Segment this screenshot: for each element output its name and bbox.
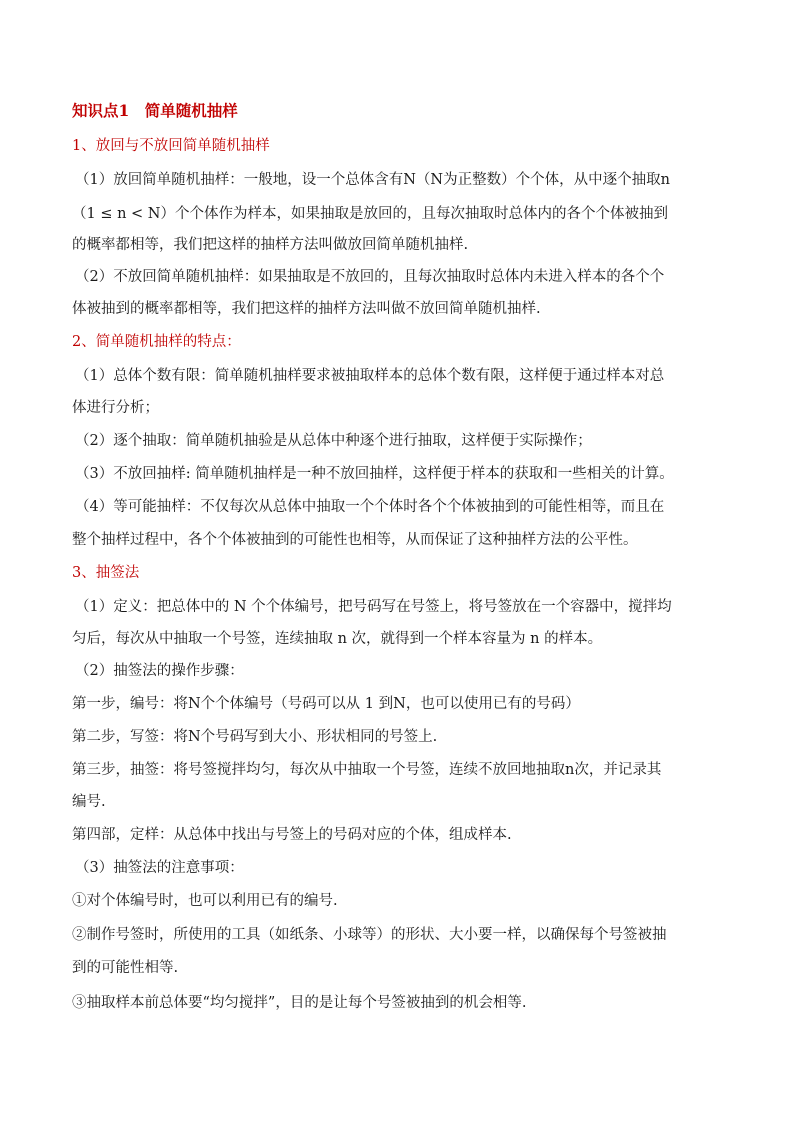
section3-paragraph3: （3）抽签法的注意事项：: [75, 860, 244, 876]
section3-step3-line1: 第三步，抽签：将号签搅拌均匀，每次从中抽取一个号签，连续不放回地抽取n次，并记录其: [72, 762, 662, 778]
section3-note1: ①对个体编号时，也可以利用已有的编号.: [72, 893, 338, 909]
section1-paragraph1-line1: （1）放回简单随机抽样：一般地，设一个总体含有N（N为正整数）个个体，从中逐个抽取n: [75, 172, 670, 188]
section2-paragraph1-line1: （1）总体个数有限：简单随机抽样要求被抽取样本的总体个数有限，这样便于通过样本对总: [75, 368, 665, 384]
section2-paragraph3: （3）不放回抽样: 简单随机抽样是一种不放回抽样，这样便于样本的获取和一些相关的计算。: [75, 466, 674, 482]
section3-note2-line2: 到的可能性相等.: [72, 960, 179, 976]
section3-note2-line1: ②制作号签时，所使用的工具（如纸条、小球等）的形状、大小要一样，以确保每个号签被抽: [72, 927, 667, 943]
section1-paragraph2-line1: （2）不放回简单随机抽样：如果抽取是不放回的，且每次抽取时总体内未进入样本的各个个: [75, 269, 665, 285]
section2-paragraph4-line1: （4）等可能抽样：不仅每次从总体中抽取一个个体时各个个体被抽到的可能性相等，而且在: [75, 499, 665, 515]
section3-step3-line2: 编号.: [72, 794, 106, 810]
section3-paragraph1-line1: （1）定义：把总体中的 N 个个体编号，把号码写在号签上，将号签放在一个容器中，搅拌均: [75, 599, 672, 615]
section3-step1: 第一步，编号：将N个个体编号（号码可以从 1 到N，也可以使用已有的号码）: [72, 696, 580, 712]
section1-paragraph1-line2: （1 ≤ n < N）个个体作为样本，如果抽取是放回的，且每次抽取时总体内的各个个体被抽到: [72, 206, 668, 222]
section2-paragraph2: （2）逐个抽取：简单随机抽验是从总体中种逐个进行抽取，这样便于实际操作；: [75, 433, 592, 449]
section1-paragraph1-line3: 的概率都相等，我们把这样的抽样方法叫做放回简单随机抽样.: [72, 237, 469, 253]
section3-paragraph1-line2: 匀后，每次从中抽取一个号签，连续抽取 n 次，就得到一个样本容量为 n 的样本。: [72, 631, 603, 647]
section3-heading: 3、抽签法: [72, 565, 140, 581]
section3-step4: 第四部，定样：从总体中找出与号签上的号码对应的个体，组成样本.: [72, 827, 512, 843]
page-title: 知识点1 简单随机抽样: [72, 101, 238, 120]
section3-note3: ③抽取样本前总体要“均匀搅拌”，目的是让每个号签被抽到的机会相等.: [72, 995, 527, 1011]
section2-paragraph4-line2: 整个抽样过程中，各个个体被抽到的可能性也相等，从而保证了这种抽样方法的公平性。: [72, 532, 638, 548]
section2-heading: 2、简单随机抽样的特点：: [72, 334, 241, 350]
section2-paragraph1-line2: 体进行分析；: [72, 400, 159, 416]
section3-step2: 第二步，写签：将N个号码写到大小、形状相同的号签上.: [72, 729, 438, 745]
section3-paragraph2: （2）抽签法的操作步骤：: [75, 663, 244, 679]
section1-heading: 1、放回与不放回简单随机抽样: [72, 138, 270, 154]
section1-paragraph2-line2: 体被抽到的概率都相等，我们把这样的抽样方法叫做不放回简单随机抽样.: [72, 301, 541, 317]
